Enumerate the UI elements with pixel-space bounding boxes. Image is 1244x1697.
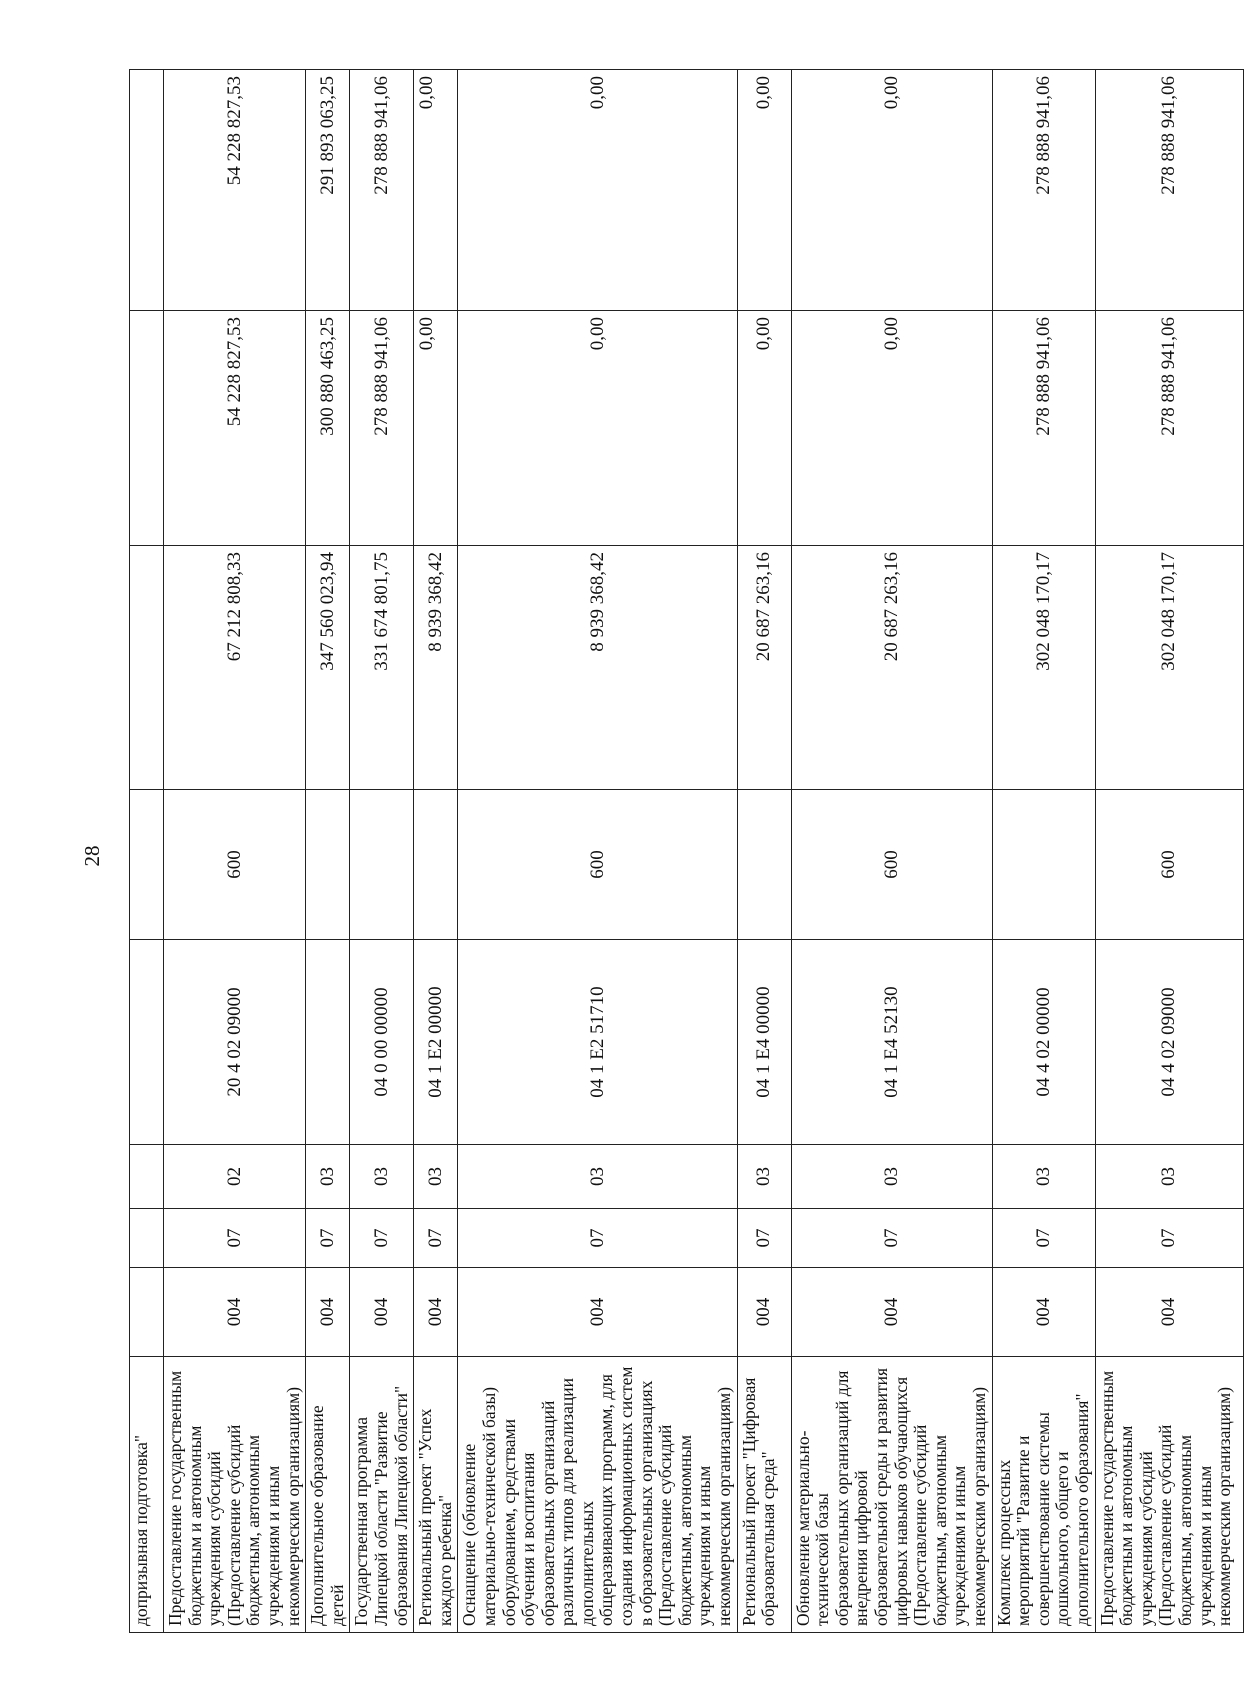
cell-vr: 600 [164, 790, 306, 940]
cell-sum1: 302 048 170,17 [1095, 546, 1243, 790]
table-row [350, 70, 414, 1633]
cell-pr: 03 [1095, 1145, 1243, 1209]
cell-csr: 04 4 02 00000 [992, 940, 1095, 1145]
cell-vr: 600 [791, 790, 992, 940]
cell-ved: 004 [414, 1268, 458, 1357]
cell-csr [306, 940, 350, 1145]
cell-rz: 07 [791, 1209, 992, 1268]
cell-ved: 004 [164, 1268, 306, 1357]
cell-csr: 04 1 E2 00000 [414, 940, 458, 1145]
cell-sum1: 20 687 263,16 [737, 546, 791, 790]
cell-sum2: 278 888 941,06 [350, 311, 414, 546]
cell-sum1: 20 687 263,16 [791, 546, 992, 790]
cell-sum1 [130, 546, 164, 790]
cell-sum1: 331 674 801,75 [350, 546, 414, 790]
cell-ved: 004 [350, 1268, 414, 1357]
cell-sum2: 0,00 [458, 311, 737, 546]
cell-pr: 03 [992, 1145, 1095, 1209]
table-row [458, 70, 737, 1633]
cell-sum1: 347 560 023,94 [306, 546, 350, 790]
cell-sum2: 0,00 [414, 311, 458, 546]
cell-csr: 04 1 E2 51710 [458, 940, 737, 1145]
cell-csr [130, 940, 164, 1145]
cell-ved: 004 [992, 1268, 1095, 1357]
cell-vr [306, 790, 350, 940]
cell-name: Дополнительное образование детей [306, 1357, 350, 1633]
cell-ved: 004 [791, 1268, 992, 1357]
cell-vr [130, 790, 164, 940]
cell-rz: 07 [306, 1209, 350, 1268]
cell-sum3: 278 888 941,06 [350, 70, 414, 311]
cell-pr: 03 [414, 1145, 458, 1209]
rotated-table-wrapper [129, 70, 1235, 1633]
cell-sum2: 0,00 [791, 311, 992, 546]
cell-vr: 600 [458, 790, 737, 940]
cell-name: Оснащение (обновление материально-технической базы) оборудованием, средствами обучения и воспитания образовательных организаций различных типов для реализации дополнительных общеразвивающих программ, для создания информационных систем в образовательных организациях (Предоставление субсидий бюджетным, автономным учреждениям и иным некоммерческим организациям) [458, 1357, 737, 1633]
cell-ved: 004 [1095, 1268, 1243, 1357]
page-number: 28 [80, 845, 104, 867]
cell-csr: 04 1 E4 00000 [737, 940, 791, 1145]
cell-ved: 004 [737, 1268, 791, 1357]
cell-vr [737, 790, 791, 940]
cell-name: Предоставление государственным бюджетным и автономным учреждениям субсидий (Предоставление субсидий бюджетным, автономным учреждениям и иным некоммерческим организациям) [164, 1357, 306, 1633]
cell-sum2: 300 880 463,25 [306, 311, 350, 546]
cell-csr: 04 0 00 00000 [350, 940, 414, 1145]
cell-sum2: 278 888 941,06 [992, 311, 1095, 546]
cell-sum3: 0,00 [414, 70, 458, 311]
cell-csr: 20 4 02 09000 [164, 940, 306, 1145]
cell-sum3: 291 893 063,25 [306, 70, 350, 311]
cell-sum3: 54 228 827,53 [164, 70, 306, 311]
cell-name: Региональный проект "Цифровая образовательная среда" [737, 1357, 791, 1633]
cell-vr [992, 790, 1095, 940]
cell-pr: 03 [791, 1145, 992, 1209]
cell-sum3: 0,00 [737, 70, 791, 311]
cell-sum1: 8 939 368,42 [414, 546, 458, 790]
cell-sum2: 54 228 827,53 [164, 311, 306, 546]
cell-csr: 04 1 E4 52130 [791, 940, 992, 1145]
cell-csr: 04 4 02 09000 [1095, 940, 1243, 1145]
cell-sum2 [130, 311, 164, 546]
cell-rz: 07 [164, 1209, 306, 1268]
cell-sum1: 302 048 170,17 [992, 546, 1095, 790]
cell-ved [130, 1268, 164, 1357]
table-row [791, 70, 992, 1633]
cell-pr: 03 [306, 1145, 350, 1209]
budget-table [129, 69, 1244, 1633]
cell-rz: 07 [350, 1209, 414, 1268]
cell-sum2: 278 888 941,06 [1095, 311, 1243, 546]
cell-rz: 07 [737, 1209, 791, 1268]
table-row [992, 70, 1095, 1633]
cell-sum1: 67 212 808,33 [164, 546, 306, 790]
cell-rz: 07 [414, 1209, 458, 1268]
cell-vr [414, 790, 458, 940]
table-row [1095, 70, 1243, 1633]
cell-pr: 03 [350, 1145, 414, 1209]
cell-ved: 004 [458, 1268, 737, 1357]
cell-name: Комплекс процессных мероприятий "Развитие и совершенствование системы дошкольного, общего и дополнительного образования" [992, 1357, 1095, 1633]
cell-rz: 07 [458, 1209, 737, 1268]
cell-vr: 600 [1095, 790, 1243, 940]
cell-name: допризывная подготовка" [130, 1357, 164, 1633]
table-row [164, 70, 306, 1633]
cell-name: Региональный проект "Успех каждого ребенка" [414, 1357, 458, 1633]
cell-name: Обновление материально-технической базы образовательных организаций для внедрения цифровой образовательной среды и развития цифровых навыков обучающихся (Предоставление субсидий бюджетным, автономным учреждениям и иным некоммерческим организациям) [791, 1357, 992, 1633]
cell-sum2: 0,00 [737, 311, 791, 546]
cell-sum3 [130, 70, 164, 311]
cell-pr: 03 [458, 1145, 737, 1209]
cell-pr: 02 [164, 1145, 306, 1209]
cell-name: Государственная программа Липецкой области "Развитие образования Липецкой области" [350, 1357, 414, 1633]
table-row [130, 70, 164, 1633]
table-row [737, 70, 791, 1633]
cell-sum3: 278 888 941,06 [1095, 70, 1243, 311]
cell-rz [130, 1209, 164, 1268]
cell-rz: 07 [992, 1209, 1095, 1268]
cell-sum3: 278 888 941,06 [992, 70, 1095, 311]
cell-ved: 004 [306, 1268, 350, 1357]
cell-sum3: 0,00 [458, 70, 737, 311]
cell-pr [130, 1145, 164, 1209]
table-row [414, 70, 458, 1633]
cell-pr: 03 [737, 1145, 791, 1209]
cell-name: Предоставление государственным бюджетным и автономным учреждениям субсидий (Предоставление субсидий бюджетным, автономным учреждениям и иным некоммерческим организациям) [1095, 1357, 1243, 1633]
cell-sum3: 0,00 [791, 70, 992, 311]
cell-vr [350, 790, 414, 940]
cell-sum1: 8 939 368,42 [458, 546, 737, 790]
cell-rz: 07 [1095, 1209, 1243, 1268]
table-row [306, 70, 350, 1633]
